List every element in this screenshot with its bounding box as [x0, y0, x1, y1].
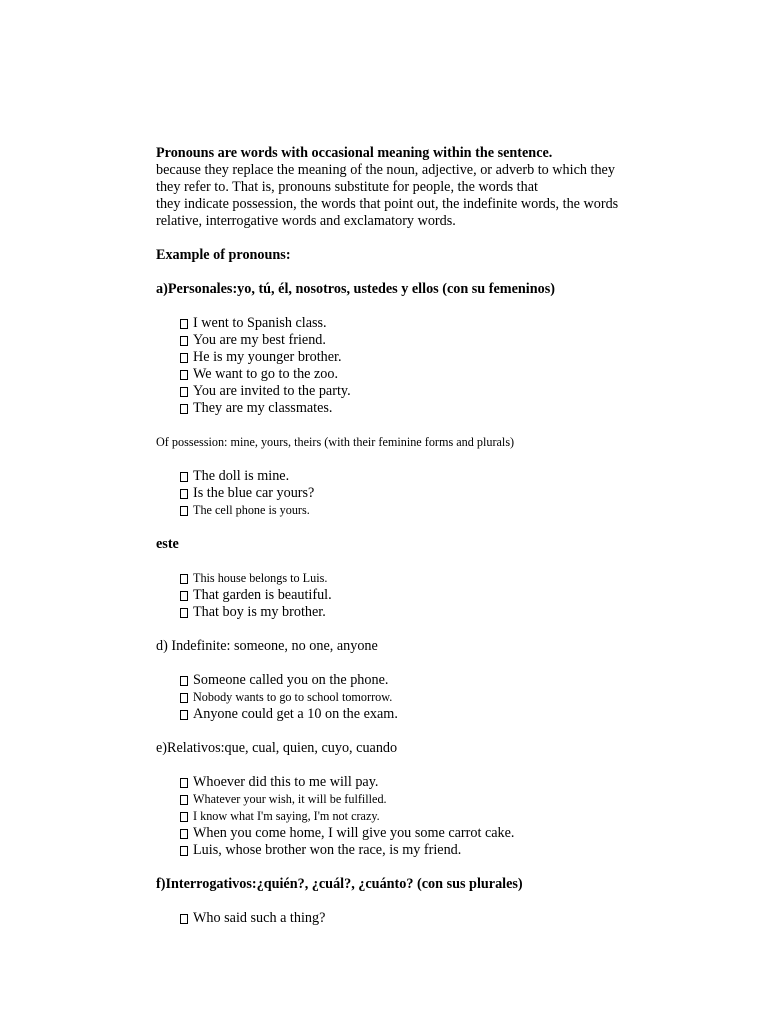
list-item: Anyone could get a 10 on the exam.: [180, 706, 676, 723]
bullet-box-icon: [180, 319, 188, 329]
relative-heading: e)Relativos:que, cual, quien, cuyo, cuando: [156, 740, 398, 756]
bullet-box-icon: [180, 574, 188, 584]
examples-heading: Example of pronouns:: [156, 247, 291, 263]
bullet-box-icon: [180, 591, 188, 601]
bullet-box-icon: [180, 489, 188, 499]
bullet-box-icon: [180, 506, 188, 516]
intro-line-4: relative, interrogative words and exclamatory words.: [156, 213, 456, 229]
possession-heading: Of possession: mine, yours, theirs (with their feminine forms and plurals): [156, 435, 515, 449]
indefinite-heading: d) Indefinite: someone, no one, anyone: [156, 638, 378, 654]
interrogative-heading: f)Interrogativos:¿quién?, ¿cuál?, ¿cuánto? (con sus plurales): [156, 876, 523, 892]
list-item: I went to Spanish class.: [180, 315, 676, 332]
bullet-box-icon: [180, 370, 188, 380]
list-item: Nobody wants to go to school tomorrow.: [180, 689, 676, 706]
bullet-box-icon: [180, 812, 188, 822]
bullet-box-icon: [180, 829, 188, 839]
list-item: Someone called you on the phone.: [180, 672, 676, 689]
interrogative-list: [156, 910, 676, 927]
list-item: Is the blue car yours?: [180, 485, 676, 502]
indefinite-list: [156, 672, 676, 723]
demonstrative-heading: este: [156, 536, 179, 552]
bullet-box-icon: [180, 404, 188, 414]
intro-heading: Pronouns are words with occasional meaning within the sentence.: [156, 145, 553, 161]
bullet-box-icon: [180, 914, 188, 924]
list-item: The cell phone is yours.: [180, 502, 676, 519]
intro-line-3: they indicate possession, the words that point out, the indefinite words, the words: [156, 196, 619, 212]
list-item: The doll is mine.: [180, 468, 676, 485]
list-item: We want to go to the zoo.: [180, 366, 676, 383]
intro-line-1: because they replace the meaning of the noun, adjective, or adverb to which they: [156, 162, 615, 178]
bullet-box-icon: [180, 676, 188, 686]
list-item: You are my best friend.: [180, 332, 676, 349]
bullet-box-icon: [180, 693, 188, 703]
relative-list: [156, 774, 676, 859]
list-item: They are my classmates.: [180, 400, 676, 417]
bullet-box-icon: [180, 710, 188, 720]
document-page: [156, 145, 676, 927]
list-item: I know what I'm saying, I'm not crazy.: [180, 808, 676, 825]
list-item: When you come home, I will give you some carrot cake.: [180, 825, 676, 842]
list-item: Luis, whose brother won the race, is my friend.: [180, 842, 676, 859]
bullet-box-icon: [180, 387, 188, 397]
demonstrative-list: [156, 570, 676, 621]
possession-list: [156, 468, 676, 519]
list-item: Whoever did this to me will pay.: [180, 774, 676, 791]
list-item: This house belongs to Luis.: [180, 570, 676, 587]
list-item: That boy is my brother.: [180, 604, 676, 621]
bullet-box-icon: [180, 608, 188, 618]
intro-line-2: they refer to. That is, pronouns substitute for people, the words that: [156, 179, 538, 195]
bullet-box-icon: [180, 846, 188, 856]
list-item: That garden is beautiful.: [180, 587, 676, 604]
bullet-box-icon: [180, 795, 188, 805]
personal-list: [156, 315, 676, 417]
bullet-box-icon: [180, 336, 188, 346]
bullet-box-icon: [180, 778, 188, 788]
list-item: You are invited to the party.: [180, 383, 676, 400]
list-item: He is my younger brother.: [180, 349, 676, 366]
bullet-box-icon: [180, 472, 188, 482]
list-item: Who said such a thing?: [180, 910, 676, 927]
personal-heading: a)Personales:yo, tú, él, nosotros, ustedes y ellos (con su femeninos): [156, 281, 555, 297]
bullet-box-icon: [180, 353, 188, 363]
list-item: Whatever your wish, it will be fulfilled.: [180, 791, 676, 808]
